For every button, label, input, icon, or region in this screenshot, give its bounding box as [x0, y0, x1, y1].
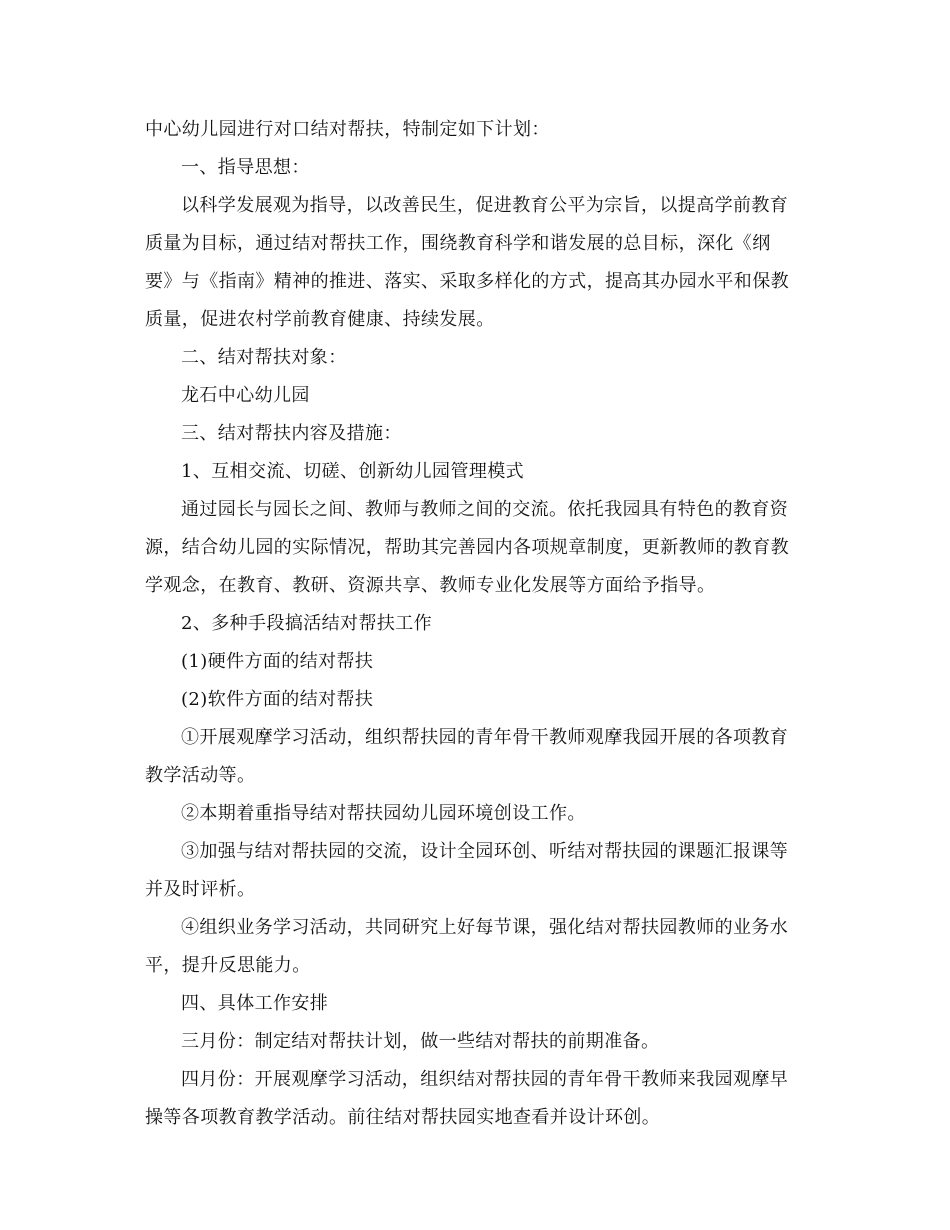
paragraph-line: 操等各项教育教学活动。前往结对帮扶园实地查看并设计环创。 — [145, 1107, 661, 1128]
paragraph-line: 平，提升反思能力。 — [145, 955, 311, 976]
paragraph-line: 源，结合幼儿园的实际情况，帮助其完善园内各项规章制度，更新教师的教育教 — [145, 537, 789, 558]
list-item: ①开展观摩学习活动，组织帮扶园的青年骨干教师观摩我园开展的各项教育 — [181, 727, 789, 748]
paragraph-line: 学观念，在教育、教研、资源共享、教师专业化发展等方面给予指导。 — [145, 575, 716, 596]
paragraph-line: 并及时评析。 — [145, 879, 256, 900]
heading-work-schedule: 四、具体工作安排 — [181, 993, 329, 1014]
schedule-item: 三月份：制定结对帮扶计划，做一些结对帮扶的前期准备。 — [181, 1031, 660, 1052]
heading-content-measures: 三、结对帮扶内容及措施： — [181, 423, 402, 444]
subheading-multiple-means: 2、多种手段搞活结对帮扶工作 — [181, 613, 433, 634]
paragraph-line: 龙石中心幼儿园 — [181, 385, 310, 406]
paragraph-line: 教学活动等。 — [145, 765, 256, 786]
list-item: ③加强与结对帮扶园的交流，设计全园环创、听结对帮扶园的课题汇报课等 — [181, 841, 789, 862]
paragraph-line: 要》与《指南》精神的推进、落实、采取多样化的方式，提高其办园水平和保教 — [145, 271, 789, 292]
list-item: (1)硬件方面的结对帮扶 — [181, 651, 374, 672]
paragraph-intro-continuation: 中心幼儿园进行对口结对帮扶，特制定如下计划： — [145, 119, 550, 140]
list-item: ②本期着重指导结对帮扶园幼儿园环境创设工作。 — [181, 803, 586, 824]
list-item: ④组织业务学习活动，共同研究上好每节课，强化结对帮扶园教师的业务水 — [181, 917, 789, 938]
subheading-exchange: 1、互相交流、切磋、创新幼儿园管理模式 — [181, 461, 525, 482]
heading-pairing-target: 二、结对帮扶对象： — [181, 347, 347, 368]
paragraph-line: 通过园长与园长之间、教师与教师之间的交流。依托我园具有特色的教育资 — [181, 499, 789, 520]
heading-guiding-ideology: 一、指导思想： — [181, 157, 310, 178]
paragraph-line: 以科学发展观为指导，以改善民生，促进教育公平为宗旨，以提高学前教育 — [181, 195, 789, 216]
paragraph-line: 质量为目标，通过结对帮扶工作，围绕教育科学和谐发展的总目标，深化《纲 — [145, 233, 771, 254]
schedule-item: 四月份：开展观摩学习活动，组织结对帮扶园的青年骨干教师来我园观摩早 — [181, 1069, 789, 1090]
list-item: (2)软件方面的结对帮扶 — [181, 689, 374, 710]
paragraph-line: 质量，促进农村学前教育健康、持续发展。 — [145, 309, 495, 330]
